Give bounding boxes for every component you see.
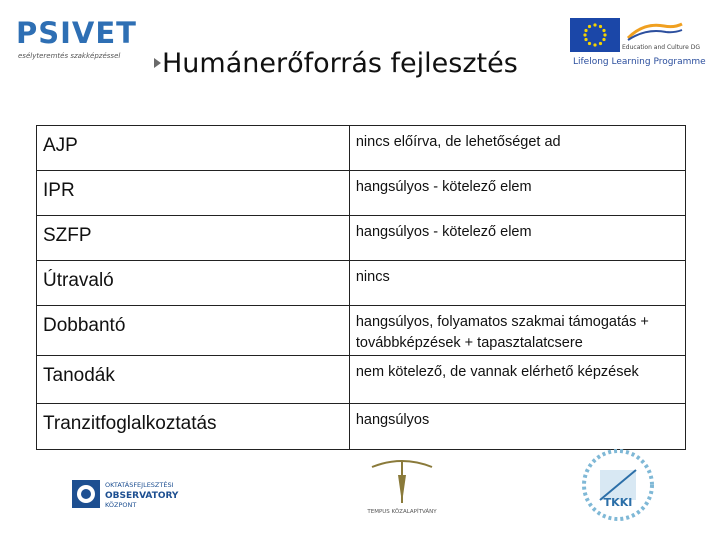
row-label: Útravaló xyxy=(43,270,114,291)
eu-dg-label: Education and Culture DG xyxy=(622,44,700,51)
psivet-logo xyxy=(14,16,154,64)
table-row xyxy=(37,306,686,356)
table-row xyxy=(37,261,686,306)
observatory-line3: KÖZPONT xyxy=(105,501,137,509)
psivet-logo-tagline: esélyteremtés szakképzéssel xyxy=(18,52,121,60)
table-row xyxy=(37,171,686,216)
table-row xyxy=(37,356,686,404)
observatory-logo xyxy=(72,478,182,510)
comparison-table xyxy=(36,125,686,450)
row-value: hangsúlyos - kötelező elem xyxy=(355,224,532,240)
page-title: Humánerőforrás fejlesztés xyxy=(162,48,518,79)
tempus-label: TEMPUS KÖZALAPÍTVÁNY xyxy=(367,509,437,515)
row-value: nincs előírva, de lehetőséget ad xyxy=(355,134,561,150)
row-label: Tranzitfoglalkoztatás xyxy=(43,413,217,434)
tempus-logo xyxy=(362,455,442,515)
row-label: Dobbantó xyxy=(43,315,126,336)
row-label: AJP xyxy=(43,135,78,156)
row-value: hangsúlyos - kötelező elem xyxy=(355,179,532,195)
psivet-logo-wordmark: PSIVET xyxy=(16,16,137,50)
observatory-line2: OBSERVATORY xyxy=(105,491,179,501)
row-value: nem kötelező, de vannak elérhető képzések xyxy=(355,364,639,380)
education-culture-emblem-icon xyxy=(624,20,684,42)
tkki-logo xyxy=(578,440,658,530)
eu-flag-icon xyxy=(570,18,620,52)
tkki-label: TKKI xyxy=(603,496,633,509)
row-value: hangsúlyos xyxy=(355,412,430,428)
row-value: nincs xyxy=(355,269,390,285)
eu-programme-label: Lifelong Learning Programme xyxy=(573,57,706,67)
row-label: Tanodák xyxy=(43,365,115,386)
row-label: IPR xyxy=(43,180,75,201)
row-value: hangsúlyos, folyamatos szakmai támogatás + továbbképzések + tapasztalatcsere xyxy=(355,314,649,351)
psivet-arrow-icon xyxy=(154,58,161,68)
observatory-line1: OKTATÁSFEJLESZTÉSI xyxy=(105,481,174,489)
table-row xyxy=(37,216,686,261)
table-row xyxy=(37,126,686,171)
row-label: SZFP xyxy=(43,225,92,246)
